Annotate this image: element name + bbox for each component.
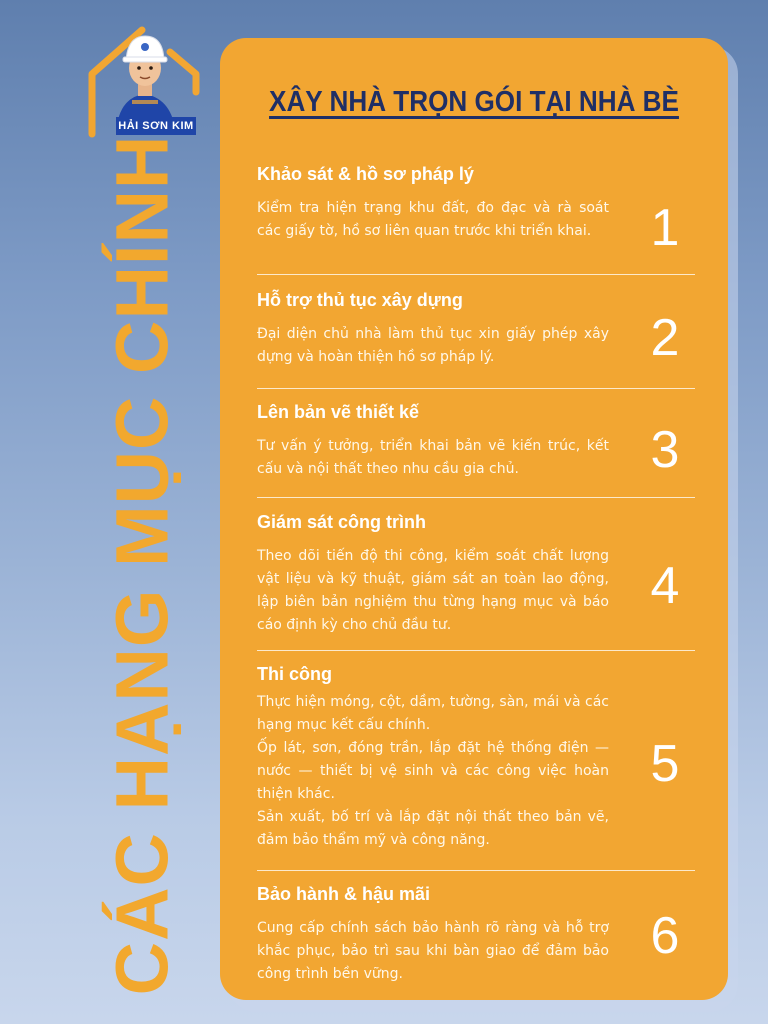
service-item [257,290,695,369]
service-heading: Thi công [257,664,332,684]
service-number: 5 [650,735,680,793]
service-item [257,884,695,986]
divider [257,274,695,275]
divider [257,497,695,498]
service-description: Cung cấp chính sách bảo hành rõ ràng và hỗ trợ khắc phục, bảo trì sau khi bàn giao để đảm bảo công trình bền vững. [257,920,609,982]
vertical-title: CÁC HẠNG MỤC CHÍNH [100,134,184,996]
service-description: Theo dõi tiến độ thi công, kiểm soát chất lượng vật liệu và kỹ thuật, giám sát an toàn lao động, lập biên bản nghiệm thu từng hạng mục và báo cáo định kỳ cho chủ đầu tư. [257,548,609,633]
service-description: Kiểm tra hiện trạng khu đất, đo đạc và rà soát các giấy tờ, hồ sơ liên quan trước khi triển khai. [257,200,609,239]
divider [257,870,695,871]
service-description: Tư vấn ý tưởng, triển khai bản vẽ kiến trúc, kết cấu và nội thất theo nhu cầu gia chủ. [257,438,609,477]
service-description: Thực hiện móng, cột, dầm, tường, sàn, mái và các hạng mục kết cấu chính. Ốp lát, sơn, đóng trần, lắp đặt hệ thống điện — nước — thiết bị vệ sinh và các công việc hoàn thiện khác. Sản xuất, bố trí và lắp đặt nội thất theo bản vẽ, đảm bảo thẩm mỹ và công năng. [257,694,609,848]
service-number: 3 [650,421,680,479]
service-heading: Bảo hành & hậu mãi [257,884,431,904]
service-number: 6 [650,907,680,965]
service-heading: Giám sát công trình [257,512,427,532]
service-number: 1 [650,199,680,257]
service-heading: Khảo sát & hồ sơ pháp lý [257,164,474,184]
service-number: 4 [650,557,680,615]
service-description: Đại diện chủ nhà làm thủ tục xin giấy phép xây dựng và hoàn thiện hồ sơ pháp lý. [257,326,609,365]
service-heading: Hỗ trợ thủ tục xây dựng [257,290,463,310]
service-item [257,664,695,852]
services-card [220,38,728,1000]
service-item [257,164,695,257]
service-number: 2 [650,309,680,367]
divider [257,650,695,651]
divider [257,388,695,389]
logo-text: HẢI SƠN KIM [116,117,196,135]
service-item [257,512,695,637]
service-item [257,402,695,481]
card-title: XÂY NHÀ TRỌN GÓI TẠI NHÀ BÈ [269,86,679,118]
service-heading: Lên bản vẽ thiết kế [257,402,420,422]
